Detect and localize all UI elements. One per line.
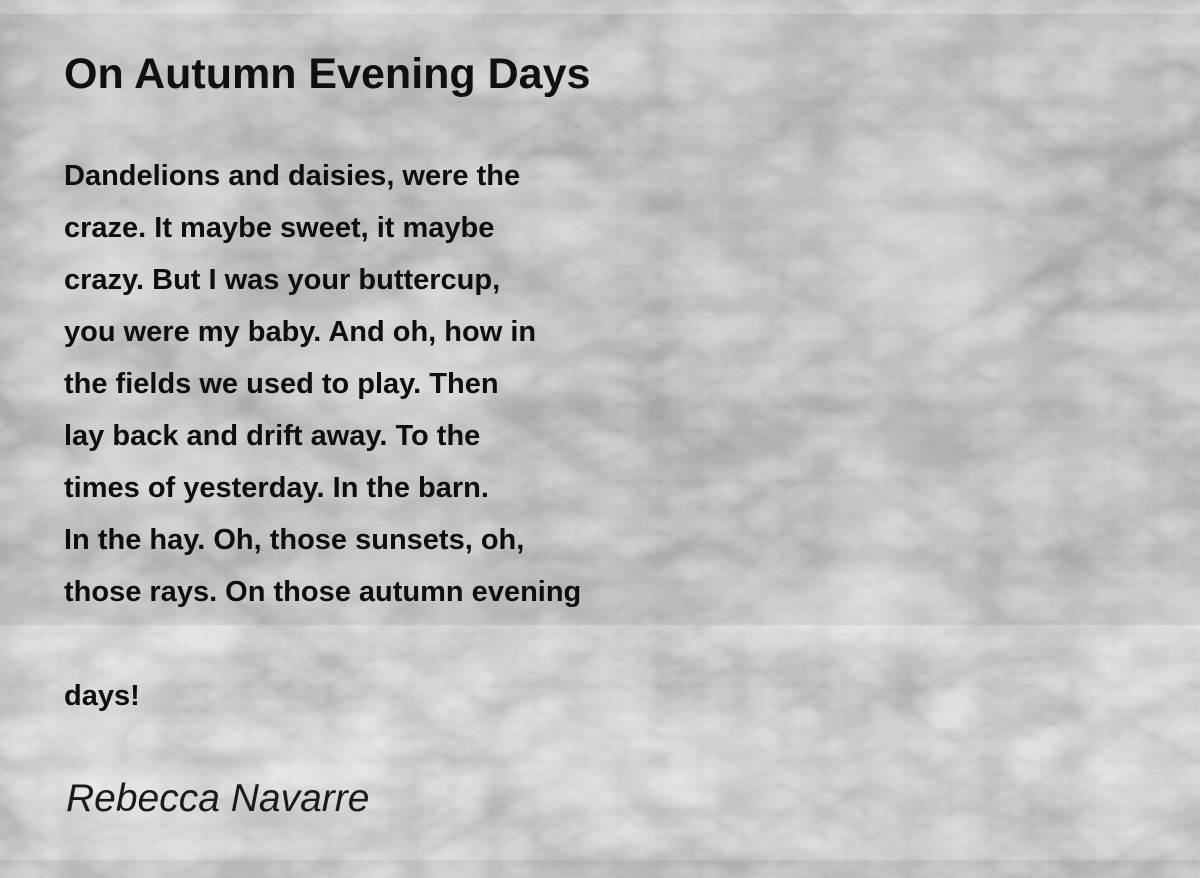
- poem-line-spacer: [64, 618, 581, 670]
- poem-line: In the hay. Oh, those sunsets, oh,: [64, 524, 525, 556]
- author-signature: Rebecca Navarre: [66, 777, 370, 820]
- poem-line: you were my baby. And oh, how in: [64, 316, 537, 348]
- poem-line: Dandelions and daisies, were the: [64, 160, 521, 192]
- poem-line: days!: [64, 680, 140, 712]
- poem-line: the fields we used to play. Then: [64, 368, 499, 400]
- poem-body: [64, 150, 581, 722]
- poem-line: craze. It maybe sweet, it maybe: [64, 212, 495, 244]
- poem-line: those rays. On those autumn evening: [64, 576, 582, 608]
- poem-content: [64, 0, 1164, 878]
- poem-line: times of yesterday. In the barn.: [64, 472, 489, 504]
- poem-line: crazy. But I was your buttercup,: [64, 264, 501, 296]
- poem-title: On Autumn Evening Days: [64, 50, 591, 98]
- poem-line: lay back and drift away. To the: [64, 420, 481, 452]
